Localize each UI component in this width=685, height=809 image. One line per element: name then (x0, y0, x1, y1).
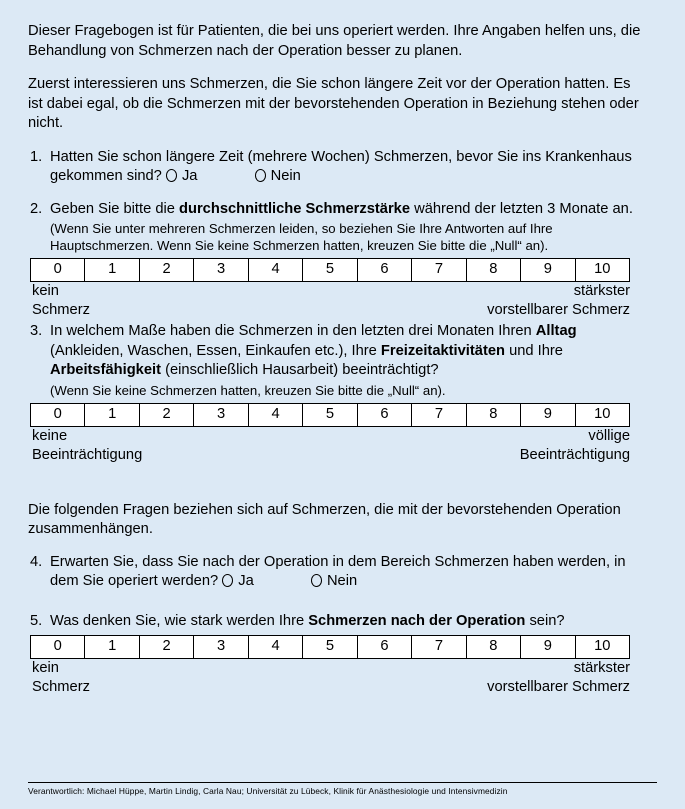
scale-cell-8[interactable]: 8 (467, 404, 521, 426)
question-2-note: (Wenn Sie unter mehreren Schmerzen leiden, so beziehen Sie Ihre Antworten auf Ihre Hauptschmerzen. Wenn Sie keine Schmerzen hatten, kreuzen Sie bitte die „Null“ an). (50, 221, 553, 253)
scale-anchors (30, 282, 630, 322)
scale-cell-3[interactable]: 3 (194, 636, 248, 658)
question-5-text-after: sein? (525, 612, 565, 629)
intro-paragraph-1: Dieser Fragebogen ist für Patienten, die bei uns operiert werden. Ihre Angaben helfen uns, die Behandlung von Schmerzen nach der Operation besser zu planen. (28, 23, 641, 59)
scale-cell-7[interactable]: 7 (412, 636, 466, 658)
rating-scale[interactable] (30, 258, 630, 282)
scale-cell-6[interactable]: 6 (358, 636, 412, 658)
scale-cell-10[interactable]: 10 (576, 259, 629, 281)
question-3-emphasis-freizeit: Freizeitaktivitäten (380, 342, 505, 359)
scale-anchor-right-line1: stärkster (573, 660, 630, 676)
radio-circle-icon[interactable] (311, 574, 322, 587)
scale-anchor-right (520, 427, 630, 465)
question-3-emphasis-alltag: Alltag (535, 323, 577, 339)
scale-anchor-left (32, 282, 90, 320)
section-spacer (28, 467, 657, 501)
scale-cell-5[interactable]: 5 (303, 636, 357, 658)
scale-cell-0[interactable]: 0 (31, 404, 85, 426)
scale-cell-5[interactable]: 5 (303, 259, 357, 281)
question-3-emphasis-arbeit: Arbeitsfähigkeit (50, 362, 161, 378)
question-5-body (50, 612, 650, 632)
scale-cell-8[interactable]: 8 (467, 259, 521, 281)
scale-cell-8[interactable]: 8 (467, 636, 521, 658)
question-1-option-ja-label: Ja (181, 168, 198, 184)
intro-paragraph-2: Zuerst interessieren uns Schmerzen, die Sie schon längere Zeit vor der Operation hatten. Es ist dabei egal, ob die Schmerzen mit der bevorstehenden Operation in Beziehung stehen oder nicht. (28, 76, 639, 131)
question-3-note: (Wenn Sie keine Schmerzen hatten, kreuzen Sie bitte die „Null“ an). (50, 382, 446, 398)
footer-divider (28, 782, 657, 783)
question-3-part2: (Ankleiden, Waschen, Essen, Einkaufen etc.), Ihre (50, 342, 381, 359)
scale-cell-6[interactable]: 6 (358, 404, 412, 426)
scale-cell-2[interactable]: 2 (140, 404, 194, 426)
scale-cell-1[interactable]: 1 (85, 259, 139, 281)
question-1-option-nein[interactable] (255, 167, 301, 187)
scale-anchor-right-line2: vorstellbarer Schmerz (487, 679, 630, 695)
scale-question-3 (28, 403, 657, 467)
scale-cell-1[interactable]: 1 (85, 636, 139, 658)
scale-cell-5[interactable]: 5 (303, 404, 357, 426)
spacer (28, 191, 657, 200)
question-5-number: 5. (30, 612, 43, 629)
scale-anchors (30, 427, 630, 467)
section2-intro: Die folgenden Fragen beziehen sich auf Schmerzen, die mit der bevorstehenden Operation zusammenhängen. (28, 501, 621, 537)
radio-circle-icon[interactable] (222, 574, 233, 587)
scale-anchor-left-line2: Schmerz (32, 679, 90, 695)
scale-anchors (30, 659, 630, 699)
question-4-option-ja-label: Ja (238, 573, 254, 589)
footer-credits: Verantwortlich: Michael Hüppe, Martin Lindig, Carla Nau; Universität zu Lübeck, Klinik für Anästhesiologie und Intensivmedizin (28, 786, 508, 796)
question-1-option-ja[interactable] (166, 167, 198, 187)
scale-cell-10[interactable]: 10 (576, 636, 629, 658)
question-3 (28, 322, 657, 399)
scale-cell-2[interactable]: 2 (140, 636, 194, 658)
scale-cell-10[interactable]: 10 (576, 404, 629, 426)
footer (28, 782, 657, 797)
scale-anchor-right-line2: vorstellbarer Schmerz (487, 302, 630, 318)
question-4-text: Erwarten Sie, dass Sie nach der Operation in dem Bereich Schmerzen haben werden, in dem Sie operiert werden? (50, 553, 626, 589)
scale-cell-9[interactable]: 9 (521, 404, 575, 426)
question-4-body (50, 553, 650, 592)
question-1-body (50, 148, 650, 187)
question-3-body (50, 322, 650, 399)
question-4-option-ja[interactable] (222, 572, 254, 592)
scale-anchor-left-line2: Beeinträchtigung (32, 446, 143, 463)
question-4-options (222, 572, 357, 592)
question-3-part4: (einschließlich Hausarbeit) beeinträchtigt? (161, 362, 439, 378)
scale-cell-9[interactable]: 9 (521, 259, 575, 281)
radio-circle-icon[interactable] (166, 169, 177, 182)
question-1-options (166, 167, 301, 187)
question-1 (28, 148, 657, 187)
question-2-text-after: während der letzten 3 Monate an. (410, 200, 633, 217)
question-2 (28, 200, 657, 255)
scale-cell-1[interactable]: 1 (85, 404, 139, 426)
question-4-option-nein[interactable] (311, 572, 357, 592)
scale-anchor-right-line1: stärkster (573, 283, 630, 299)
scale-anchor-left-line1: kein (32, 660, 59, 676)
scale-anchor-right (487, 282, 630, 320)
question-1-text: Hatten Sie schon längere Zeit (mehrere Wochen) Schmerzen, bevor Sie ins Krankenhaus gekommen sind? (50, 148, 632, 184)
spacer (28, 596, 657, 612)
scale-question-2 (28, 258, 657, 322)
question-2-text-before: Geben Sie bitte die (50, 200, 180, 217)
scale-question-5 (28, 635, 657, 699)
question-4-option-nein-label: Nein (326, 573, 358, 589)
scale-anchor-right (487, 659, 630, 697)
scale-anchor-left (32, 659, 90, 697)
question-2-emphasis: durchschnittliche Schmerzstärke (179, 200, 411, 217)
radio-circle-icon[interactable] (255, 169, 266, 182)
question-4-number: 4. (30, 553, 43, 570)
question-2-number: 2. (30, 200, 43, 217)
scale-anchor-left (32, 427, 142, 465)
question-3-part3: und Ihre (504, 342, 563, 359)
scale-cell-6[interactable]: 6 (358, 259, 412, 281)
question-4 (28, 553, 657, 592)
scale-anchor-left-line2: Schmerz (32, 302, 90, 318)
scale-cell-3[interactable]: 3 (194, 259, 248, 281)
scale-cell-4[interactable]: 4 (249, 636, 303, 658)
question-5 (28, 612, 657, 632)
scale-cell-9[interactable]: 9 (521, 636, 575, 658)
scale-cell-3[interactable]: 3 (194, 404, 248, 426)
rating-scale[interactable] (30, 635, 630, 659)
scale-anchor-left-line1: keine (32, 427, 68, 444)
question-1-option-nein-label: Nein (270, 168, 301, 184)
scale-anchor-right-line2: Beeinträchtigung (519, 446, 630, 463)
scale-anchor-right-line1: völlige (588, 427, 630, 444)
scale-cell-7[interactable]: 7 (412, 404, 466, 426)
scale-cell-4[interactable]: 4 (249, 259, 303, 281)
question-5-text-before: Was denken Sie, wie stark werden Ihre (50, 612, 309, 629)
question-5-emphasis: Schmerzen nach der Operation (308, 612, 526, 629)
question-2-body (50, 200, 650, 255)
scale-cell-0[interactable]: 0 (31, 259, 85, 281)
scale-cell-7[interactable]: 7 (412, 259, 466, 281)
question-3-number: 3. (30, 323, 43, 339)
scale-cell-0[interactable]: 0 (31, 636, 85, 658)
question-1-number: 1. (30, 148, 43, 165)
scale-anchor-left-line1: kein (32, 283, 59, 299)
scale-cell-2[interactable]: 2 (140, 259, 194, 281)
rating-scale[interactable] (30, 403, 630, 427)
scale-cell-4[interactable]: 4 (249, 404, 303, 426)
question-3-part1: In welchem Maße haben die Schmerzen in den letzten drei Monaten Ihren (50, 323, 536, 339)
